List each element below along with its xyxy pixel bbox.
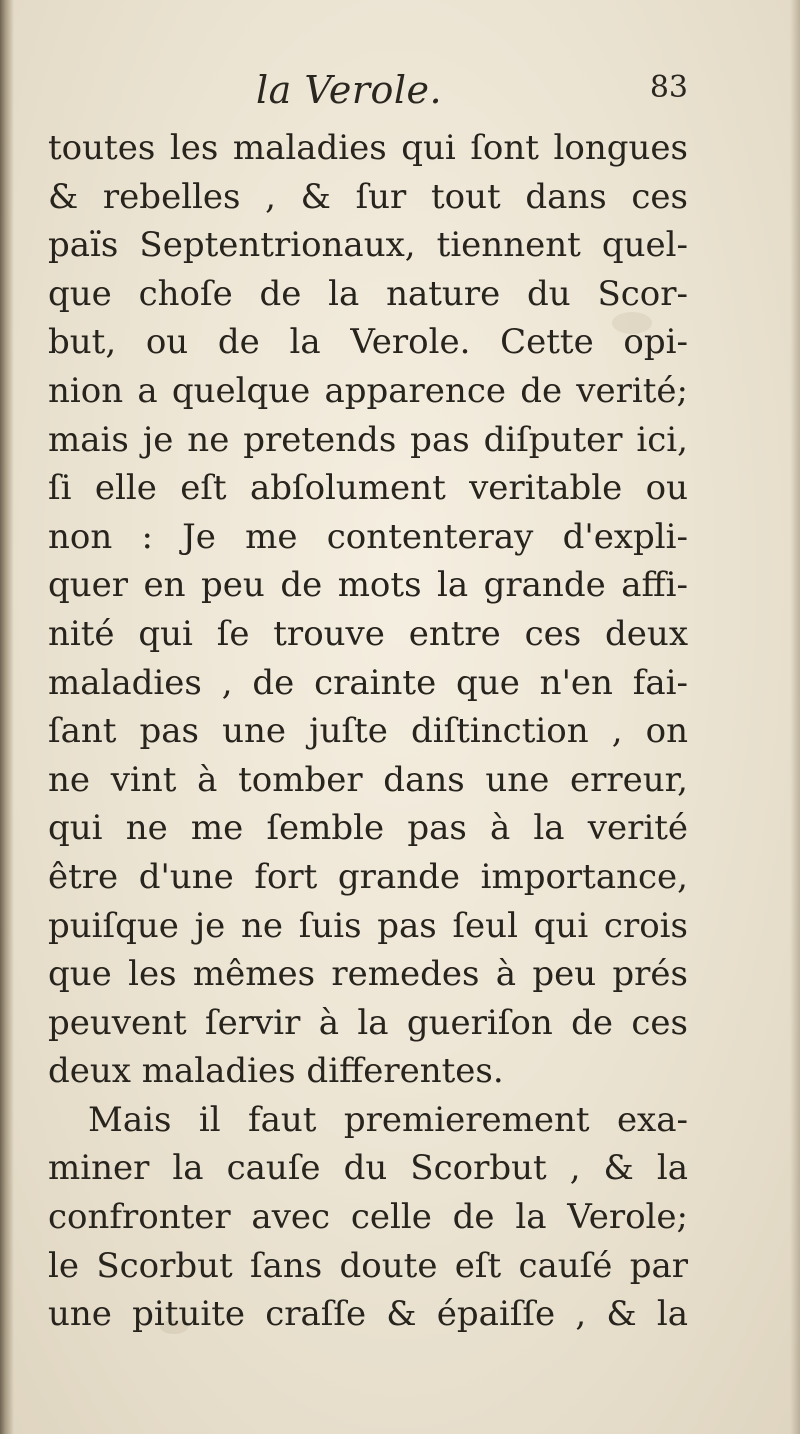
text-line: ſant pas une juſte diſtinction , on [48,711,688,752]
text-line-paragraph-start: Mais il faut premierement exa- [88,1099,688,1140]
text-line: confronter avec celle de la Verole; [48,1197,688,1238]
running-title: la Verole. [256,68,443,112]
page-number: 83 [649,70,688,105]
text-line: ſi elle eſt abſolument veritable ou [48,468,688,509]
text-line: mais je ne pretends pas diſputer ici, [48,419,688,460]
text-line: toutes les maladies qui ſont longues [48,128,688,168]
text-line: maladies , de crainte que n'en fai- [48,662,688,703]
text-line: non : Je me contenteray d'expli- [48,516,688,557]
text-line: le Scorbut ſans doute eſt cauſé par [48,1245,688,1286]
text-line: païs Septentrionaux, tiennent quel- [48,225,688,266]
text-line: être d'une fort grande importance, [48,856,688,897]
text-line: nité qui ſe trouve entre ces deux [48,613,688,654]
text-line: qui ne me ſemble pas à la verité [48,808,688,849]
text-line: quer en peu de mots la grande affi- [48,565,688,606]
text-line: & rebelles , & ſur tout dans ces [48,176,688,217]
text-line: nion a quelque apparence de verité; [48,370,688,411]
text-line: ne vint à tomber dans une erreur, [48,759,688,800]
text-line: deux maladies differentes. [48,1051,504,1092]
text-line: but, ou de la Verole. Cette opi- [48,322,688,363]
text-line: que les mêmes remedes à peu prés [48,954,688,995]
body-text [48,124,688,1339]
running-header [48,68,688,124]
text-line: peuvent ſervir à la gueriſon de ces [48,1002,688,1043]
page-edge-shadow [790,0,800,1434]
text-line: puiſque je ne ſuis pas ſeul qui crois [48,905,688,946]
text-line: une pituite craſſe & épaiſſe , & la [48,1294,688,1335]
text-line: miner la cauſe du Scorbut , & la [48,1148,688,1189]
text-line: que choſe de la nature du Scor- [48,273,688,314]
binding-edge [0,0,14,1434]
